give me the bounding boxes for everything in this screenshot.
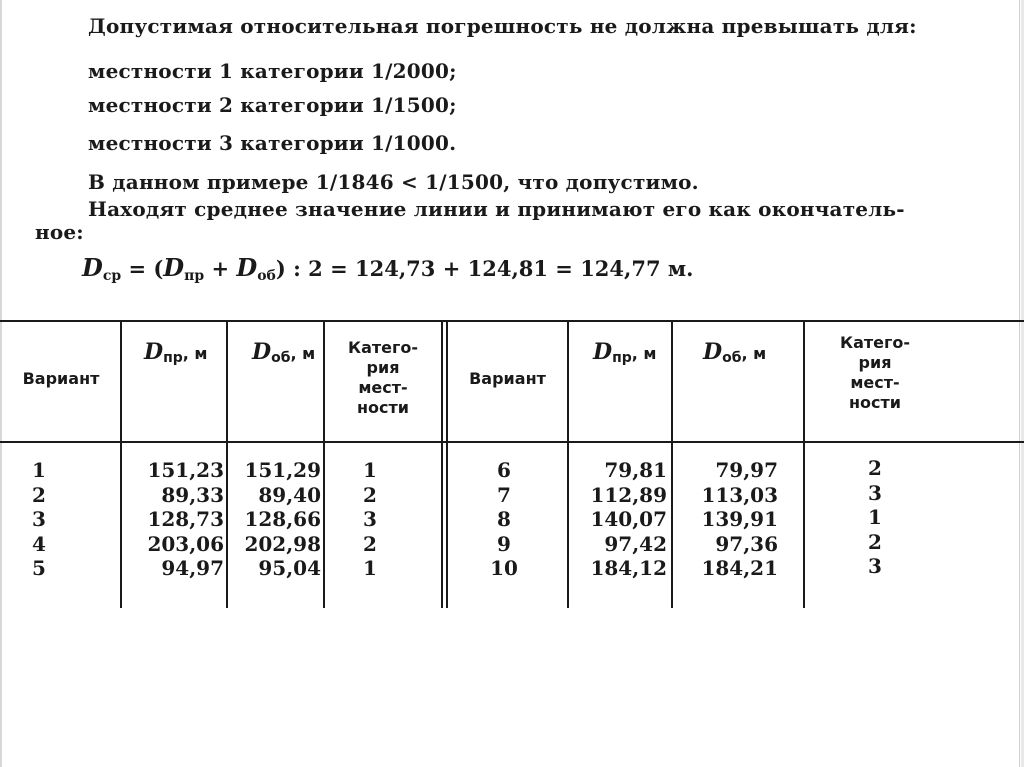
header-dpr-right: $D_{пр}$, м: [593, 339, 657, 366]
table-cell: 1: [363, 556, 377, 580]
header-dpr-left: $D_{пр}$, м: [144, 339, 208, 366]
formula-plus: +: [204, 256, 237, 281]
table-cell: 7: [497, 482, 511, 507]
formula-d: D: [82, 253, 103, 282]
table-cell: 2: [868, 456, 882, 480]
table-cell: 5: [32, 556, 46, 580]
text-line-7: ное:: [35, 220, 84, 244]
col-variant-right: [484, 458, 524, 581]
table-cell: 89,33: [161, 482, 224, 507]
table-cell: 3: [32, 507, 46, 531]
table-cell: 184,21: [701, 556, 778, 580]
table-cell: 202,98: [244, 531, 321, 556]
table-cell: 128,66: [244, 507, 321, 531]
table-cell: 151,29: [244, 458, 321, 482]
header-dob-left: $D_{об}$, м: [252, 339, 316, 366]
text-line-6: Находят среднее значение линии и принимают его как окончатель-: [88, 197, 905, 221]
col-dob-left: [226, 458, 321, 581]
page-right-border: [1019, 0, 1020, 767]
table-cell: 2: [868, 529, 882, 554]
col-variant-left: [32, 458, 52, 581]
table-cell: 95,04: [258, 556, 321, 580]
table-cell: 1: [363, 458, 377, 482]
table-header-rule: [0, 441, 1024, 443]
table-cell: 1: [868, 505, 882, 529]
table-cell: 4: [32, 531, 46, 556]
header-variant-right: Вариант: [469, 369, 546, 388]
table-cell: 203,06: [147, 531, 224, 556]
col-dpr-left: [124, 458, 224, 581]
table-cell: 8: [497, 507, 511, 531]
text-line-1: Допустимая относительная погрешность не должна превышать для:: [88, 14, 917, 38]
col-dob-right: [673, 458, 778, 581]
table-cell: 113,03: [701, 482, 778, 507]
formula-sub-pr: пр: [184, 268, 205, 284]
formula-eq-open: = (: [121, 256, 164, 281]
text-line-4: местности 3 категории 1/1000.: [88, 131, 457, 155]
table-cell: 10: [490, 556, 518, 580]
col-category-right: [855, 456, 895, 579]
formula-sub-ob: об: [257, 268, 276, 284]
table-cell: 79,81: [604, 458, 667, 482]
table-cell: 1: [32, 458, 46, 482]
vline-4a: [441, 322, 443, 608]
formula-d-pr: D: [163, 253, 185, 282]
table-cell: 9: [497, 531, 511, 556]
table-cell: 151,23: [147, 458, 224, 482]
mean-formula: [82, 253, 693, 284]
table-cell: 3: [868, 554, 882, 578]
table-cell: 140,07: [590, 507, 667, 531]
table-cell: 2: [32, 482, 46, 507]
header-dob-right: $D_{об}$, м: [703, 339, 767, 366]
table-cell: 3: [868, 480, 882, 505]
header-variant-left: Вариант: [22, 369, 100, 388]
table-cell: 6: [497, 458, 511, 482]
text-line-5: В данном примере 1/1846 < 1/1500, что допустимо.: [88, 170, 699, 194]
header-category-left: Катего- рия мест- ности: [348, 338, 418, 417]
table-cell: 3: [363, 507, 377, 531]
col-dpr-right: [569, 458, 667, 581]
text-line-2: местности 1 категории 1/2000;: [88, 59, 457, 83]
table-cell: 139,91: [701, 507, 778, 531]
text-line-3: местности 2 категории 1/1500;: [88, 93, 457, 117]
table-cell: 79,97: [715, 458, 778, 482]
table-cell: 2: [363, 531, 377, 556]
table-cell: 112,89: [590, 482, 667, 507]
vline-1: [120, 322, 122, 608]
table-top-rule: [0, 320, 1024, 322]
table-cell: 97,36: [715, 531, 778, 556]
table-cell: 128,73: [147, 507, 224, 531]
table-cell: 89,40: [258, 482, 321, 507]
col-category-left: [350, 458, 390, 581]
header-category-right: Катего- рия мест- ности: [840, 333, 910, 412]
table-cell: 184,12: [590, 556, 667, 580]
table-cell: 97,42: [604, 531, 667, 556]
table-cell: 94,97: [161, 556, 224, 580]
formula-d-ob: D: [236, 253, 258, 282]
vline-4b: [446, 322, 448, 608]
formula-sub-cp: ср: [102, 268, 122, 284]
table-cell: 2: [363, 482, 377, 507]
formula-rest: ) : 2 = 124,73 + 124,81 = 124,77 м.: [275, 256, 694, 281]
